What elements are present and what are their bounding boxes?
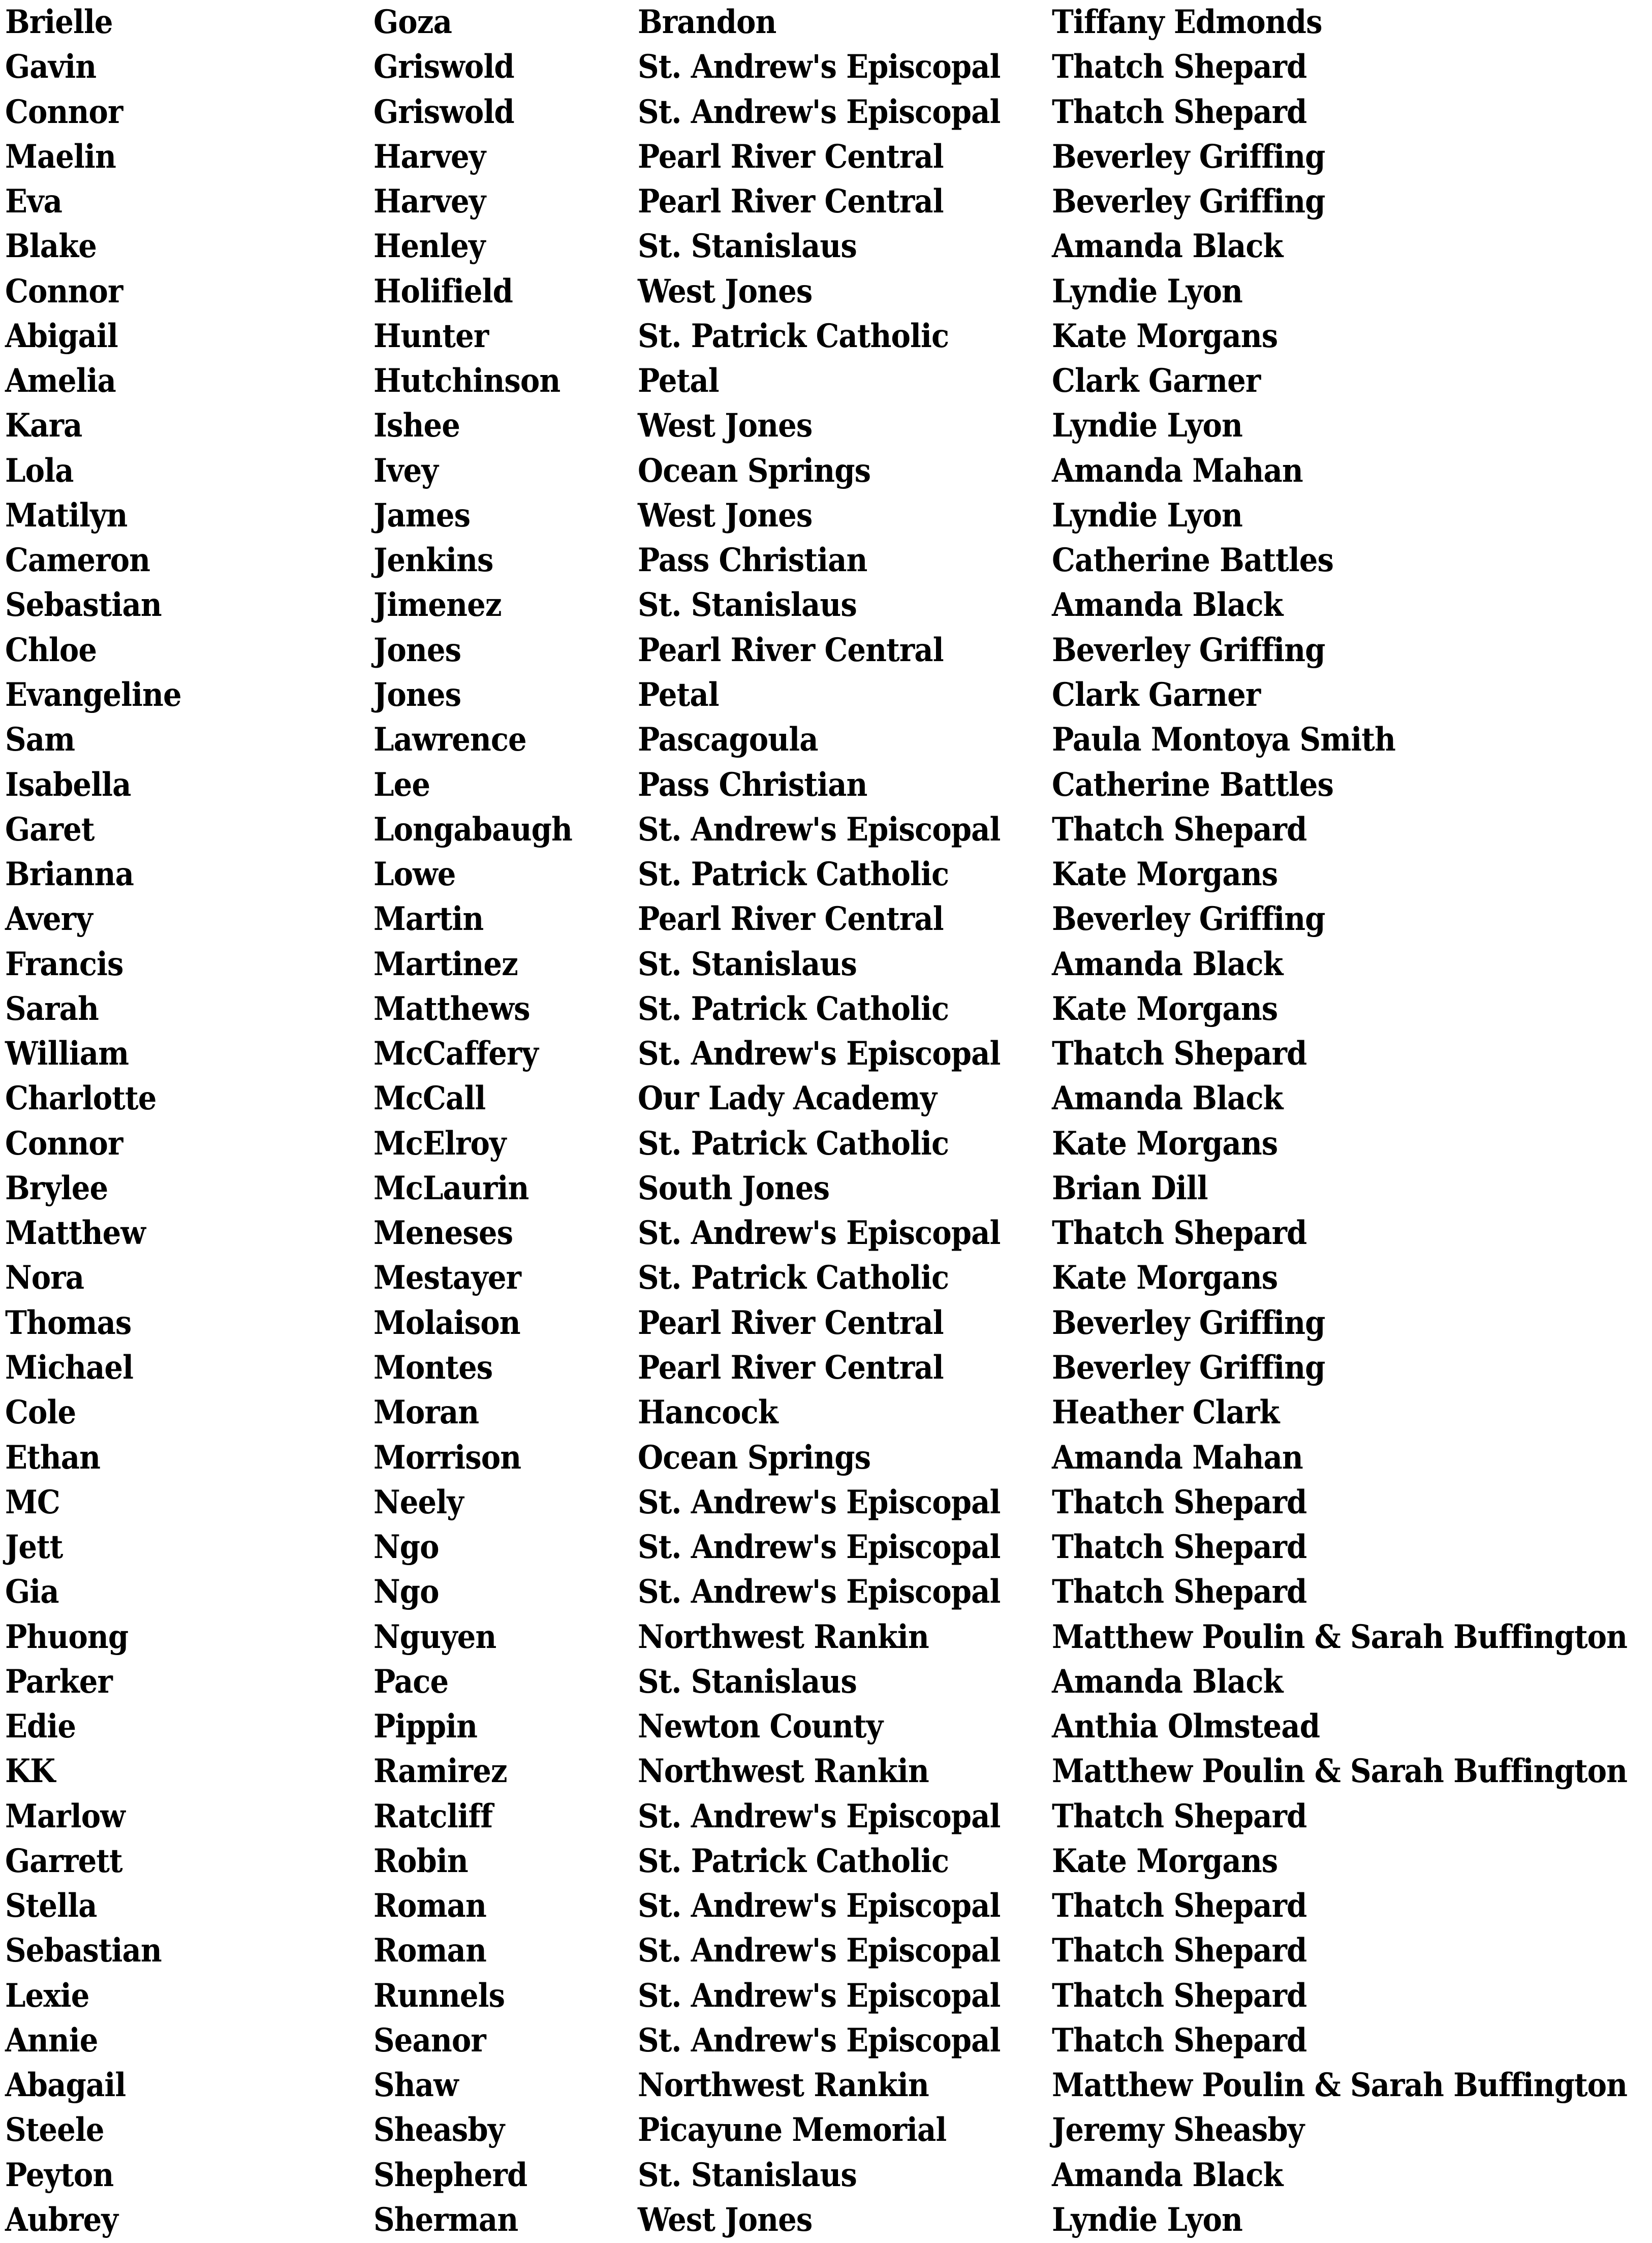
teacher-cell: Beverley Griffing — [1052, 900, 1325, 939]
first-name-cell: Steele — [5, 2111, 104, 2149]
school-cell: St. Andrew's Episcopal — [638, 1976, 1001, 2015]
table-row — [0, 1660, 1652, 1704]
school-cell: St. Stanislaus — [638, 586, 857, 625]
teacher-cell: Jeremy Sheasby — [1052, 2111, 1304, 2149]
first-name-cell: Connor — [5, 272, 123, 310]
last-name-cell: Seanor — [373, 2021, 486, 2060]
last-name-cell: Martinez — [373, 945, 518, 983]
teacher-cell: Matthew Poulin & Sarah Buffington — [1052, 1617, 1628, 1656]
school-cell: St. Patrick Catholic — [638, 855, 949, 894]
school-cell: Pass Christian — [638, 765, 867, 804]
school-cell: Petal — [638, 675, 719, 714]
teacher-cell: Thatch Shepard — [1052, 48, 1307, 86]
first-name-cell: Stella — [5, 1887, 97, 1925]
teacher-cell: Amanda Black — [1052, 2156, 1283, 2194]
teacher-cell: Clark Garner — [1052, 362, 1261, 400]
school-cell: Pearl River Central — [638, 1303, 944, 1342]
school-cell: St. Andrew's Episcopal — [638, 1797, 1001, 1835]
first-name-cell: Kara — [5, 407, 82, 445]
table-row — [0, 1839, 1652, 1884]
last-name-cell: Sheasby — [373, 2111, 505, 2149]
teacher-cell: Thatch Shepard — [1052, 1483, 1307, 1521]
teacher-cell: Lyndie Lyon — [1052, 407, 1242, 445]
first-name-cell: Brielle — [5, 3, 113, 41]
first-name-cell: Connor — [5, 1124, 123, 1163]
school-cell: St. Patrick Catholic — [638, 989, 949, 1028]
teacher-cell: Thatch Shepard — [1052, 1976, 1307, 2015]
teacher-cell: Thatch Shepard — [1052, 1528, 1307, 1567]
table-row — [0, 1166, 1652, 1211]
table-row — [0, 987, 1652, 1032]
last-name-cell: Jimenez — [373, 586, 502, 625]
school-cell: St. Andrew's Episcopal — [638, 1214, 1001, 1253]
teacher-cell: Matthew Poulin & Sarah Buffington — [1052, 1752, 1628, 1791]
table-row — [0, 2108, 1652, 2153]
table-row — [0, 403, 1652, 448]
first-name-cell: Parker — [5, 1662, 112, 1701]
last-name-cell: Shaw — [373, 2066, 458, 2105]
table-row — [0, 1346, 1652, 1390]
teacher-cell: Lyndie Lyon — [1052, 496, 1242, 535]
teacher-cell: Thatch Shepard — [1052, 1214, 1307, 1253]
last-name-cell: Jenkins — [373, 541, 493, 580]
last-name-cell: Ishee — [373, 407, 460, 445]
table-row — [0, 1749, 1652, 1794]
table-row — [0, 1480, 1652, 1525]
teacher-cell: Thatch Shepard — [1052, 92, 1307, 131]
table-row — [0, 1256, 1652, 1300]
table-row — [0, 179, 1652, 224]
first-name-cell: Lexie — [5, 1976, 89, 2015]
last-name-cell: Henley — [373, 227, 485, 266]
first-name-cell: Amelia — [5, 362, 116, 400]
teacher-cell: Thatch Shepard — [1052, 1035, 1307, 1073]
last-name-cell: Pace — [373, 1662, 449, 1701]
first-name-cell: MC — [5, 1483, 60, 1521]
first-name-cell: Garrett — [5, 1842, 122, 1880]
first-name-cell: Evangeline — [5, 675, 181, 714]
last-name-cell: Hutchinson — [373, 362, 560, 400]
teacher-cell: Thatch Shepard — [1052, 1797, 1307, 1835]
school-cell: St. Andrew's Episcopal — [638, 1483, 1001, 1521]
table-row — [0, 1928, 1652, 1973]
table-row — [0, 538, 1652, 583]
last-name-cell: Harvey — [373, 182, 486, 221]
table-row — [0, 1211, 1652, 1256]
table-row — [0, 359, 1652, 403]
school-cell: Northwest Rankin — [638, 2066, 929, 2105]
last-name-cell: James — [373, 496, 471, 535]
last-name-cell: Holifield — [373, 272, 513, 310]
teacher-cell: Thatch Shepard — [1052, 1932, 1307, 1970]
last-name-cell: Nguyen — [373, 1617, 496, 1656]
table-row — [0, 1570, 1652, 1614]
school-cell: St. Andrew's Episcopal — [638, 1528, 1001, 1567]
table-row — [0, 763, 1652, 807]
school-cell: St. Patrick Catholic — [638, 1842, 949, 1880]
first-name-cell: Sebastian — [5, 586, 162, 625]
first-name-cell: Charlotte — [5, 1079, 157, 1118]
teacher-cell: Amanda Black — [1052, 227, 1283, 266]
last-name-cell: McCall — [373, 1079, 486, 1118]
school-cell: Pearl River Central — [638, 900, 944, 939]
school-cell: Our Lady Academy — [638, 1079, 937, 1118]
table-row — [0, 224, 1652, 269]
table-row — [0, 897, 1652, 942]
last-name-cell: Goza — [373, 3, 452, 41]
teacher-cell: Amanda Black — [1052, 586, 1283, 625]
teacher-cell: Catherine Battles — [1052, 765, 1333, 804]
last-name-cell: McCaffery — [373, 1035, 538, 1073]
teacher-cell: Amanda Black — [1052, 945, 1283, 983]
first-name-cell: Cole — [5, 1393, 76, 1432]
first-name-cell: Ethan — [5, 1438, 101, 1477]
last-name-cell: Sherman — [373, 2201, 518, 2239]
last-name-cell: Neely — [373, 1483, 463, 1521]
first-name-cell: Sarah — [5, 989, 99, 1028]
first-name-cell: Matilyn — [5, 496, 128, 535]
first-name-cell: Connor — [5, 92, 123, 131]
first-name-cell: Aubrey — [5, 2201, 118, 2239]
last-name-cell: Pippin — [373, 1707, 478, 1746]
table-row — [0, 1032, 1652, 1076]
last-name-cell: Griswold — [373, 92, 514, 131]
school-cell: Pass Christian — [638, 541, 867, 580]
last-name-cell: Runnels — [373, 1976, 505, 2015]
school-cell: Ocean Springs — [638, 1438, 871, 1477]
table-row — [0, 1615, 1652, 1660]
table-row — [0, 942, 1652, 987]
last-name-cell: Griswold — [373, 48, 514, 86]
table-row — [0, 1884, 1652, 1928]
teacher-cell: Paula Montoya Smith — [1052, 721, 1395, 759]
last-name-cell: Roman — [373, 1932, 486, 1970]
first-name-cell: Gia — [5, 1573, 59, 1611]
last-name-cell: Robin — [373, 1842, 468, 1880]
last-name-cell: Montes — [373, 1348, 493, 1387]
first-name-cell: Matthew — [5, 1214, 146, 1253]
last-name-cell: Lawrence — [373, 721, 526, 759]
teacher-cell: Beverley Griffing — [1052, 631, 1325, 669]
teacher-cell: Kate Morgans — [1052, 1259, 1278, 1297]
school-cell: West Jones — [638, 2201, 813, 2239]
first-name-cell: Edie — [5, 1707, 76, 1746]
table-row — [0, 2018, 1652, 2063]
school-cell: Northwest Rankin — [638, 1752, 929, 1791]
last-name-cell: Shepherd — [373, 2156, 527, 2194]
table-row — [0, 2153, 1652, 2198]
table-row — [0, 135, 1652, 179]
school-cell: St. Andrew's Episcopal — [638, 92, 1001, 131]
teacher-cell: Kate Morgans — [1052, 317, 1278, 355]
teacher-cell: Thatch Shepard — [1052, 1573, 1307, 1611]
last-name-cell: Lowe — [373, 855, 456, 894]
teacher-cell: Beverley Griffing — [1052, 137, 1325, 176]
first-name-cell: Annie — [5, 2021, 98, 2060]
school-cell: West Jones — [638, 272, 813, 310]
teacher-cell: Amanda Black — [1052, 1662, 1283, 1701]
first-name-cell: Garet — [5, 810, 95, 849]
first-name-cell: Avery — [5, 900, 92, 939]
table-row — [0, 2063, 1652, 2108]
first-name-cell: Marlow — [5, 1797, 125, 1835]
school-cell: Ocean Springs — [638, 451, 871, 490]
school-cell: St. Stanislaus — [638, 1662, 857, 1701]
first-name-cell: Abigail — [5, 317, 118, 355]
school-cell: Northwest Rankin — [638, 1617, 929, 1656]
table-row — [0, 493, 1652, 538]
first-name-cell: KK — [5, 1752, 55, 1791]
first-name-cell: Michael — [5, 1348, 134, 1387]
table-row — [0, 1974, 1652, 2018]
teacher-cell: Thatch Shepard — [1052, 2021, 1307, 2060]
school-cell: Petal — [638, 362, 719, 400]
last-name-cell: Longabaugh — [373, 810, 573, 849]
school-cell: Hancock — [638, 1393, 778, 1432]
school-cell: St. Andrew's Episcopal — [638, 810, 1001, 849]
first-name-cell: Maelin — [5, 137, 116, 176]
teacher-cell: Amanda Mahan — [1052, 451, 1303, 490]
first-name-cell: Cameron — [5, 541, 150, 580]
last-name-cell: Jones — [373, 675, 461, 714]
table-row — [0, 1390, 1652, 1435]
first-name-cell: Blake — [5, 227, 97, 266]
school-cell: St. Stanislaus — [638, 227, 857, 266]
school-cell: West Jones — [638, 407, 813, 445]
table-row — [0, 583, 1652, 628]
school-cell: Newton County — [638, 1707, 883, 1746]
school-cell: St. Stanislaus — [638, 945, 857, 983]
table-row — [0, 1076, 1652, 1121]
first-name-cell: Francis — [5, 945, 123, 983]
school-cell: St. Andrew's Episcopal — [638, 1035, 1001, 1073]
first-name-cell: Peyton — [5, 2156, 114, 2194]
teacher-cell: Brian Dill — [1052, 1169, 1208, 1207]
teacher-cell: Beverley Griffing — [1052, 1348, 1325, 1387]
last-name-cell: Matthews — [373, 989, 530, 1028]
table-row — [0, 807, 1652, 852]
first-name-cell: Sam — [5, 721, 75, 759]
last-name-cell: McLaurin — [373, 1169, 529, 1207]
table-row — [0, 628, 1652, 673]
first-name-cell: Abagail — [5, 2066, 126, 2105]
table-row — [0, 1301, 1652, 1346]
school-cell: South Jones — [638, 1169, 830, 1207]
last-name-cell: Lee — [373, 765, 430, 804]
table-row — [0, 45, 1652, 89]
school-cell: West Jones — [638, 496, 813, 535]
teacher-cell: Lyndie Lyon — [1052, 2201, 1242, 2239]
school-cell: St. Patrick Catholic — [638, 1124, 949, 1163]
teacher-cell: Lyndie Lyon — [1052, 272, 1242, 310]
teacher-cell: Kate Morgans — [1052, 1124, 1278, 1163]
first-name-cell: Thomas — [5, 1303, 132, 1342]
table-row — [0, 852, 1652, 897]
table-row — [0, 314, 1652, 359]
table-row — [0, 449, 1652, 493]
first-name-cell: Chloe — [5, 631, 97, 669]
first-name-cell: Lola — [5, 451, 74, 490]
first-name-cell: Isabella — [5, 765, 131, 804]
first-name-cell: Jett — [5, 1528, 63, 1567]
teacher-cell: Kate Morgans — [1052, 855, 1278, 894]
last-name-cell: Jones — [373, 631, 461, 669]
table-row — [0, 269, 1652, 314]
last-name-cell: Ramirez — [373, 1752, 507, 1791]
school-cell: Picayune Memorial — [638, 2111, 947, 2149]
first-name-cell: Sebastian — [5, 1932, 162, 1970]
last-name-cell: Morrison — [373, 1438, 521, 1477]
teacher-cell: Catherine Battles — [1052, 541, 1333, 580]
teacher-cell: Clark Garner — [1052, 675, 1261, 714]
first-name-cell: William — [5, 1035, 129, 1073]
first-name-cell: Eva — [5, 182, 62, 221]
last-name-cell: Mestayer — [373, 1259, 521, 1297]
teacher-cell: Tiffany Edmonds — [1052, 3, 1322, 41]
school-cell: St. Patrick Catholic — [638, 317, 949, 355]
teacher-cell: Anthia Olmstead — [1052, 1707, 1320, 1746]
school-cell: St. Andrew's Episcopal — [638, 2021, 1001, 2060]
school-cell: Pearl River Central — [638, 182, 944, 221]
table-row — [0, 2198, 1652, 2242]
school-cell: Brandon — [638, 3, 776, 41]
table-row — [0, 1122, 1652, 1166]
teacher-cell: Kate Morgans — [1052, 989, 1278, 1028]
last-name-cell: Roman — [373, 1887, 486, 1925]
teacher-cell: Amanda Mahan — [1052, 1438, 1303, 1477]
last-name-cell: Meneses — [373, 1214, 513, 1253]
teacher-cell: Matthew Poulin & Sarah Buffington — [1052, 2066, 1628, 2105]
last-name-cell: Martin — [373, 900, 484, 939]
last-name-cell: Harvey — [373, 137, 486, 176]
school-cell: St. Andrew's Episcopal — [638, 1932, 1001, 1970]
school-cell: St. Andrew's Episcopal — [638, 48, 1001, 86]
first-name-cell: Gavin — [5, 48, 97, 86]
last-name-cell: Molaison — [373, 1303, 520, 1342]
last-name-cell: Ratcliff — [373, 1797, 493, 1835]
table-row — [0, 1525, 1652, 1570]
table-row — [0, 673, 1652, 718]
teacher-cell: Kate Morgans — [1052, 1842, 1278, 1880]
teacher-cell: Beverley Griffing — [1052, 182, 1325, 221]
last-name-cell: Ngo — [373, 1573, 439, 1611]
school-cell: St. Patrick Catholic — [638, 1259, 949, 1297]
last-name-cell: McElroy — [373, 1124, 506, 1163]
last-name-cell: Ngo — [373, 1528, 439, 1567]
table-row — [0, 0, 1652, 45]
last-name-cell: Hunter — [373, 317, 489, 355]
school-cell: Pascagoula — [638, 721, 818, 759]
school-cell: St. Andrew's Episcopal — [638, 1887, 1001, 1925]
last-name-cell: Ivey — [373, 451, 438, 490]
teacher-cell: Amanda Black — [1052, 1079, 1283, 1118]
teacher-cell: Beverley Griffing — [1052, 1303, 1325, 1342]
school-cell: St. Stanislaus — [638, 2156, 857, 2194]
first-name-cell: Brianna — [5, 855, 134, 894]
table-row — [0, 1436, 1652, 1480]
school-cell: Pearl River Central — [638, 137, 944, 176]
table-row — [0, 1704, 1652, 1749]
school-cell: Pearl River Central — [638, 631, 944, 669]
table-row — [0, 718, 1652, 762]
teacher-cell: Thatch Shepard — [1052, 810, 1307, 849]
first-name-cell: Brylee — [5, 1169, 108, 1207]
table-row — [0, 90, 1652, 135]
table-row — [0, 1794, 1652, 1839]
teacher-cell: Heather Clark — [1052, 1393, 1280, 1432]
first-name-cell: Phuong — [5, 1617, 129, 1656]
teacher-cell: Thatch Shepard — [1052, 1887, 1307, 1925]
school-cell: Pearl River Central — [638, 1348, 944, 1387]
last-name-cell: Moran — [373, 1393, 479, 1432]
school-cell: St. Andrew's Episcopal — [638, 1573, 1001, 1611]
first-name-cell: Nora — [5, 1259, 84, 1297]
